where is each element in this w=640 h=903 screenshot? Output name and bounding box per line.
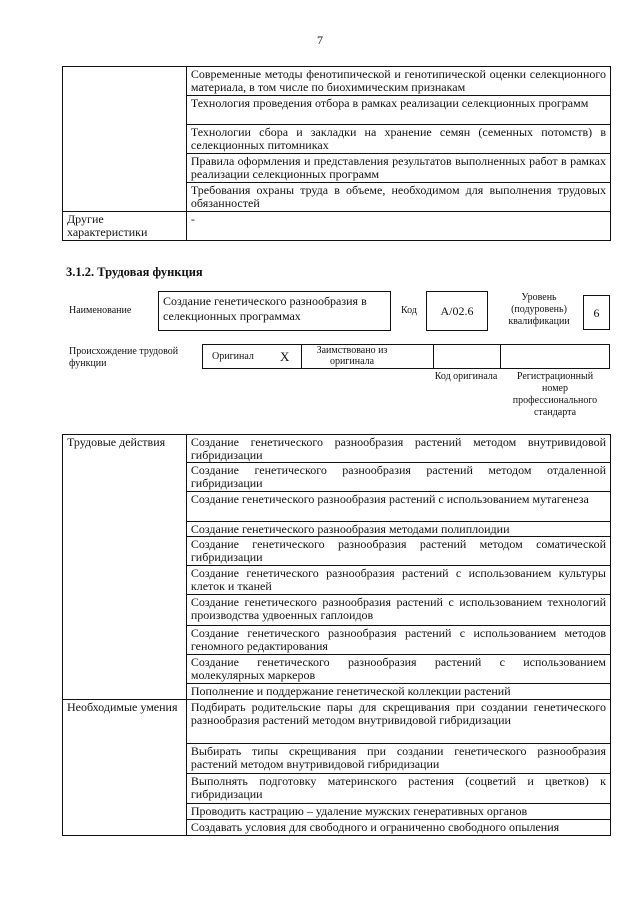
skill-item: Создавать условия для свободного и ограниченно свободного опыления: [186, 820, 610, 836]
code-original-label: Код оригинала: [434, 371, 498, 382]
level-value-box: [583, 295, 610, 330]
borrowed-label: Заимствовано из оригинала: [316, 345, 388, 367]
name-value: Создание генетического разнообразия в селекционных программах: [163, 294, 367, 323]
original-mark: X: [280, 349, 290, 364]
knowledge-item: Технологии сбора и закладки на хранение семян (семенных потомств) в селекционных питомниках: [186, 125, 610, 154]
skills-label: Необходимые умения: [63, 700, 187, 836]
other-characteristics-value: -: [186, 212, 610, 241]
registration-label: Регистрационный номер профессионального стандарта: [512, 371, 598, 418]
name-value-box: [158, 291, 391, 331]
skill-item: Подбирать родительские пары для скрещивания при создании генетического разнообразия растений методом внутривидовой гибридизации: [186, 700, 610, 744]
origin-boxes: [202, 344, 610, 369]
action-item: Создание генетического разнообразия растений методом внутривидовой гибридизации: [186, 435, 610, 463]
section-title: 3.1.2. Трудовая функция: [66, 265, 203, 279]
actions-label: Трудовые действия: [63, 435, 187, 700]
original-label: Оригинал: [212, 351, 254, 362]
knowledge-item: Технология проведения отбора в рамках реализации селекционных программ: [186, 96, 610, 125]
level-value: 6: [593, 306, 600, 320]
skill-item: Проводить кастрацию – удаление мужских генеративных органов: [186, 804, 610, 820]
knowledge-item: Современные методы фенотипической и генотипической оценки селекционного материала, в том числе по биохимическим признакам: [186, 67, 610, 96]
level-label: Уровень (подуровень) квалификации: [508, 292, 570, 327]
function-table: [62, 434, 611, 836]
action-item: Создание генетического разнообразия растений с использованием методов геномного редактирования: [186, 626, 610, 655]
skill-item: Выбирать типы скрещивания при создании генетического разнообразия растений методом внутривидовой гибридизации: [186, 744, 610, 774]
skill-item: Выполнять подготовку материнского растения (соцветий и цветков) к гибридизации: [186, 774, 610, 804]
other-characteristics-label: Другие характеристики: [63, 212, 187, 241]
name-label: Наименование: [69, 305, 132, 316]
action-item: Создание генетического разнообразия растений с использованием технологий производства удвоенных гаплоидов: [186, 595, 610, 626]
action-item: Создание генетического разнообразия растений методом отдаленной гибридизации: [186, 463, 610, 492]
page-number: 7: [317, 33, 323, 47]
knowledge-label-cell: [63, 67, 187, 212]
action-item: Создание генетического разнообразия методами полиплоидии: [186, 522, 610, 537]
action-item: Создание генетического разнообразия растений с использованием мутагенеза: [186, 492, 610, 522]
action-item: Создание генетического разнообразия растений с использованием культуры клеток и тканей: [186, 566, 610, 595]
origin-label: Происхождение трудовой функции: [69, 346, 179, 369]
action-item: Создание генетического разнообразия растений методом соматической гибридизации: [186, 537, 610, 566]
action-item: Создание генетического разнообразия растений с использованием молекулярных маркеров: [186, 655, 610, 684]
code-value-box: [426, 291, 488, 331]
code-label: Код: [401, 305, 417, 316]
knowledge-table: [62, 66, 611, 241]
knowledge-item: Требования охраны труда в объеме, необходимом для выполнения трудовых обязанностей: [186, 183, 610, 212]
action-item: Пополнение и поддержание генетической коллекции растений: [186, 684, 610, 700]
knowledge-item: Правила оформления и представления результатов выполненных работ в рамках реализации селекционных программ: [186, 154, 610, 183]
code-value: А/02.6: [440, 304, 474, 318]
